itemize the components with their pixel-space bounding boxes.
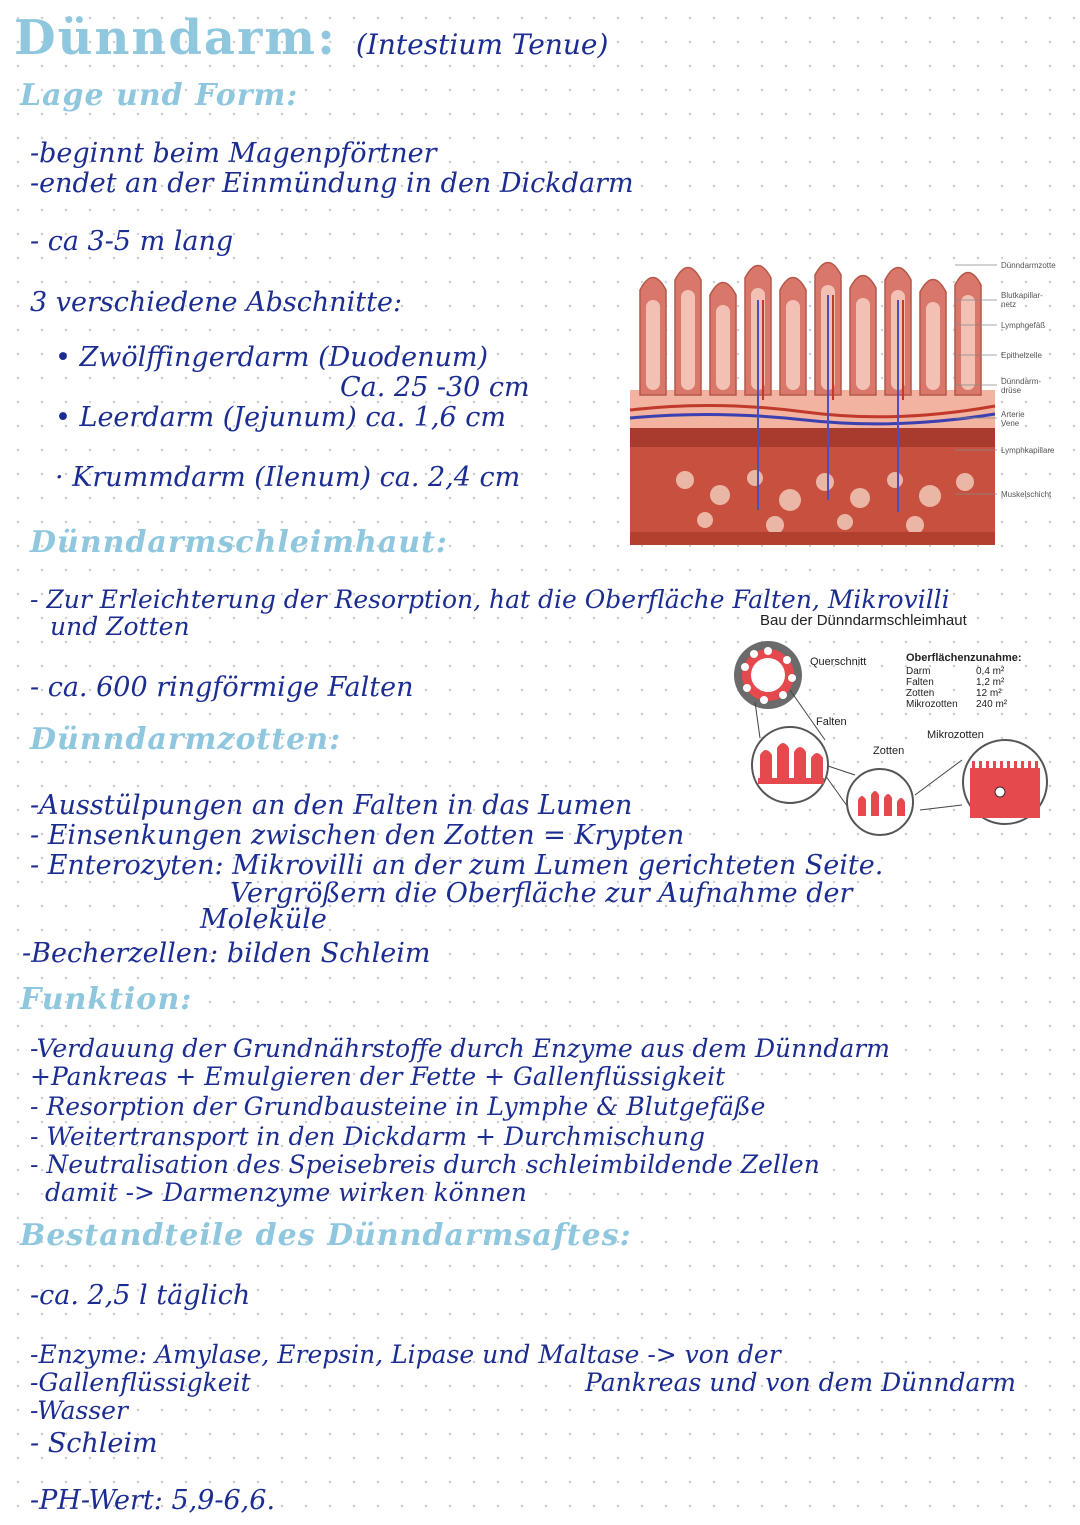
label-mikrozotten: Mikrozotten <box>927 729 984 741</box>
lage-line: 3 verschiedene Abschnitte: <box>30 287 403 318</box>
intestine-wall-illustration <box>625 250 1070 550</box>
zotten-line: - Enterozyten: Mikrovilli an der zum Lumen gerichteten Seite. <box>30 850 884 881</box>
label-duenndarmdruese: Dünndarm- drüse <box>1001 377 1042 395</box>
funktion-line: - Resorption der Grundbausteine in Lymphe & Blutgefäße <box>30 1092 766 1121</box>
zunahme-value: 0,4 m² <box>976 666 1005 677</box>
lage-heading: Lage und Form: <box>20 78 299 113</box>
oberflaechenzunahme-title: Oberflächenzunahme: <box>906 652 1022 664</box>
schleimhaut-heading: Dünndarmschleimhaut: <box>30 525 448 560</box>
schleimhaut-line: und Zotten <box>50 612 190 641</box>
label-falten: Falten <box>816 716 847 728</box>
schleimhaut-svg <box>730 610 1070 860</box>
funktion-line: damit -> Darmenzyme wirken können <box>45 1178 527 1207</box>
schleimhaut-diagram <box>730 610 1070 860</box>
label-muskelschicht: Muskelschicht <box>1001 490 1052 499</box>
zunahme-name: Zotten <box>906 688 935 699</box>
saft-line: -Wasser <box>30 1396 128 1425</box>
funktion-line: - Weitertransport in den Dickdarm + Durchmischung <box>30 1122 705 1151</box>
saft-line: -ca. 2,5 l täglich <box>30 1280 251 1311</box>
zotten-line: Vergrößern die Oberfläche zur Aufnahme der <box>230 878 853 909</box>
lage-line: • Leerdarm (Jejunum) ca. 1,6 cm <box>55 402 506 433</box>
label-blutkapillarnetz: Blutkapillar- netz <box>1001 291 1043 309</box>
saft-heading: Bestandteile des Dünndarmsaftes: <box>20 1218 632 1253</box>
oberflaechenzunahme-table <box>906 666 1007 710</box>
saft-line: -Gallenflüssigkeit <box>30 1368 251 1397</box>
label-lymphgefaess: Lymphgefäß <box>1001 321 1046 330</box>
zunahme-name: Darm <box>906 666 931 677</box>
zotten-heading: Dünndarmzotten: <box>30 722 342 757</box>
schleimhaut-line: - Zur Erleichterung der Resorption, hat die Oberfläche Falten, Mikrovilli <box>30 585 950 614</box>
zotten-line: Moleküle <box>200 904 327 935</box>
funktion-line: -Verdauung der Grundnährstoffe durch Enzyme aus dem Dünndarm <box>30 1034 890 1063</box>
zunahme-name: Mikrozotten <box>906 699 958 710</box>
lage-line: -beginnt beim Magenpförtner <box>30 138 437 169</box>
saft-line: - Schleim <box>30 1428 158 1459</box>
funktion-line: +Pankreas + Emulgieren der Fette + Gallenflüssigkeit <box>30 1062 726 1091</box>
lage-line: • Zwölffingerdarm (Duodenum) <box>55 342 489 373</box>
zotten-line: - Einsenkungen zwischen den Zotten = Krypten <box>30 820 685 851</box>
title-latin: (Intestium Tenue) <box>355 28 609 61</box>
saft-line: -Enzyme: Amylase, Erepsin, Lipase und Maltase -> von der <box>30 1340 781 1369</box>
lage-line: · Krummdarm (Ilenum) ca. 2,4 cm <box>55 462 521 493</box>
page-title <box>14 10 608 66</box>
zunahme-row <box>906 666 1007 677</box>
label-epithelzelle: Epithelzelle <box>1001 351 1042 360</box>
zunahme-row <box>906 688 1007 699</box>
title-main: Dünndarm: <box>14 10 337 66</box>
zunahme-row <box>906 677 1007 688</box>
saft-line: Pankreas und von dem Dünndarm <box>585 1368 1017 1397</box>
label-zotten: Zotten <box>873 745 905 757</box>
label-querschnitt: Querschnitt <box>810 656 867 668</box>
zunahme-value: 12 m² <box>976 688 1002 699</box>
label-lymphkapillare: Lymphkapillare <box>1001 446 1055 455</box>
lage-line: Ca. 25 -30 cm <box>340 372 530 403</box>
saft-line: -PH-Wert: 5,9-6,6. <box>30 1485 276 1516</box>
label-duenndarmzotte: Dünndarmzotte <box>1001 261 1056 270</box>
diagram-title: Bau der Dünndarmschleimhaut <box>760 612 967 629</box>
zotten-line: -Becherzellen: bilden Schleim <box>22 938 431 969</box>
zunahme-value: 1,2 m² <box>976 677 1005 688</box>
schleimhaut-line: - ca. 600 ringförmige Falten <box>30 672 414 703</box>
label-arterie-vene: Arterie Vene <box>1001 410 1025 428</box>
zotten-line: -Ausstülpungen an den Falten in das Lumen <box>30 790 633 821</box>
zunahme-name: Falten <box>906 677 934 688</box>
funktion-heading: Funktion: <box>20 982 193 1017</box>
zunahme-value: 240 m² <box>976 699 1008 710</box>
lage-line: - ca 3-5 m lang <box>30 226 234 257</box>
lage-line: -endet an der Einmündung in den Dickdarm <box>30 168 634 199</box>
funktion-line: - Neutralisation des Speisebreis durch schleimbildende Zellen <box>30 1150 820 1179</box>
zunahme-row <box>906 699 1007 710</box>
